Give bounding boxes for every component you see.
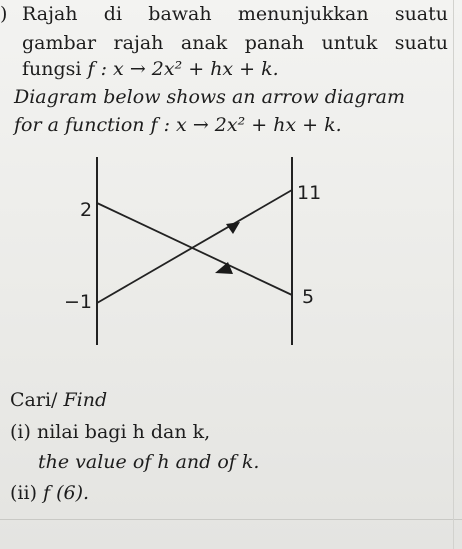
part-2 bbox=[10, 482, 89, 504]
word: Rajah bbox=[22, 3, 78, 25]
word: menunjukkan bbox=[237, 3, 369, 25]
part-2-number: (ii) bbox=[10, 482, 37, 504]
codomain-value-5: 5 bbox=[302, 286, 315, 308]
word: panah bbox=[244, 32, 305, 54]
codomain-value-11: 11 bbox=[297, 182, 322, 204]
word: di bbox=[103, 3, 123, 25]
arrow-2-to-5 bbox=[97, 203, 292, 295]
part-1-malay: nilai bagi h dan k, bbox=[36, 421, 211, 443]
arrow-neg1-to-11 bbox=[97, 190, 292, 303]
function-expression-en: f : x → 2x² + hx + k. bbox=[150, 114, 342, 136]
part-1-english: the value of h and of k. bbox=[38, 451, 260, 473]
find-heading bbox=[10, 389, 107, 411]
function-expression: f : x → 2x² + hx + k. bbox=[87, 58, 279, 80]
malay-fungsi: fungsi bbox=[22, 58, 82, 80]
english-line-1: Diagram below shows an arrow diagram bbox=[14, 86, 405, 108]
english-prefix: for a function bbox=[14, 114, 145, 136]
word: suatu bbox=[394, 3, 448, 25]
find-malay: Cari/ bbox=[10, 389, 58, 411]
word: rajah bbox=[113, 32, 164, 54]
bottom-rule bbox=[0, 519, 462, 520]
right-rule bbox=[453, 0, 454, 549]
find-english: Find bbox=[63, 389, 108, 411]
domain-value-2: 2 bbox=[80, 199, 93, 221]
part-2-expression: f (6). bbox=[43, 482, 90, 504]
question-number: ) bbox=[0, 3, 8, 25]
part-1 bbox=[10, 421, 210, 443]
word: gambar bbox=[22, 32, 97, 54]
domain-value-neg1: −1 bbox=[64, 291, 93, 313]
part-1-number: (i) bbox=[10, 421, 31, 443]
word: anak bbox=[180, 32, 228, 54]
word: bawah bbox=[148, 3, 212, 25]
word: suatu bbox=[394, 32, 448, 54]
word: untuk bbox=[321, 32, 378, 54]
